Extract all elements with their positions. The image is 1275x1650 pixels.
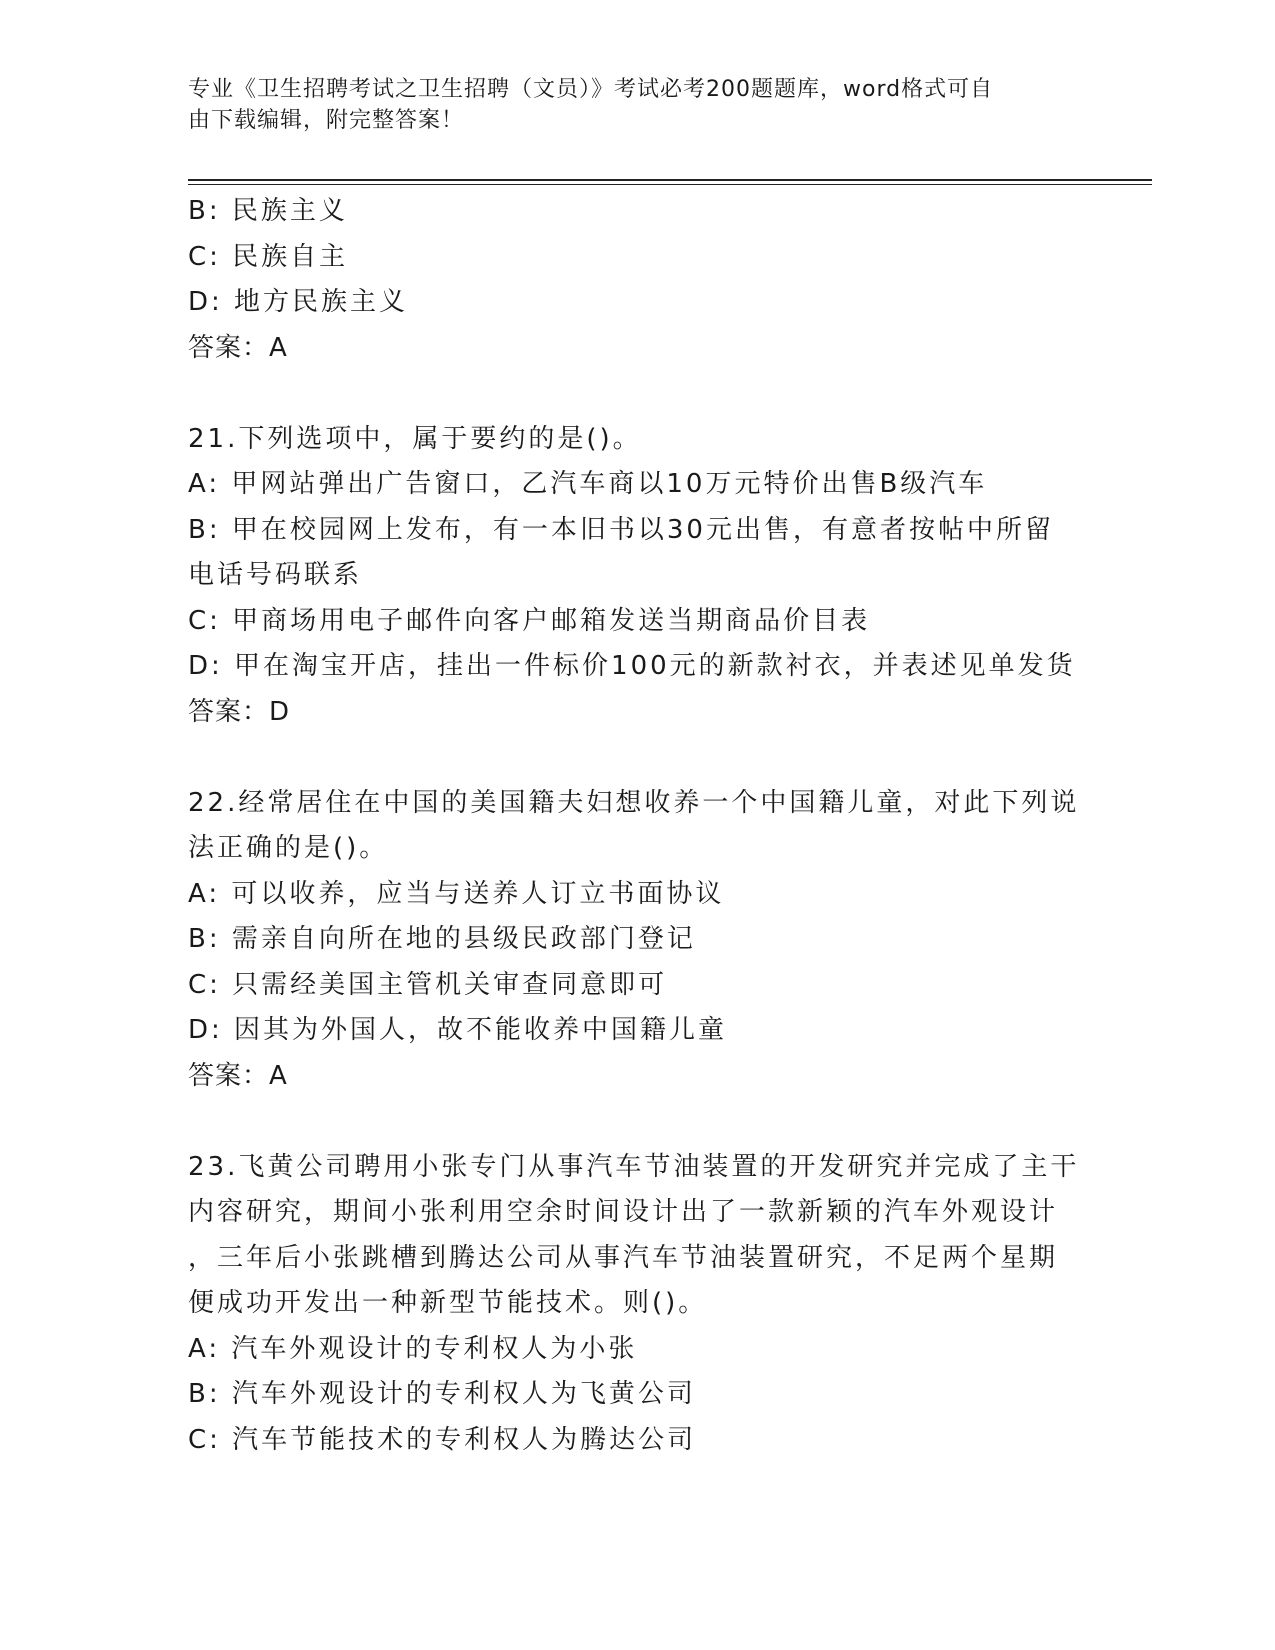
question-stem-continued: 内容研究，期间小张利用空余时间设计出了一款新颖的汽车外观设计 xyxy=(188,1197,1059,1227)
option-d: D: 因其为外国人，故不能收养中国籍儿童 xyxy=(188,1015,728,1045)
option-d: D: 地方民族主义 xyxy=(188,287,409,317)
question-stem-continued: ，三年后小张跳槽到腾达公司从事汽车节油装置研究，不足两个星期 xyxy=(188,1242,1059,1273)
header-title-line-1: 专业《卫生招聘考试之卫生招聘（文员）》考试必考200题题库，word格式可自 xyxy=(188,77,994,102)
option-b-continued: 电话号码联系 xyxy=(188,560,363,590)
question-22 xyxy=(188,781,1088,1100)
document-header xyxy=(188,74,1088,136)
header-divider-thick xyxy=(188,179,1152,181)
answer-label: 答案：A xyxy=(188,332,288,363)
option-b: B: 甲在校园网上发布，有一本旧书以30元出售，有意者按帖中所留 xyxy=(188,514,1054,545)
question-list xyxy=(188,189,1088,1463)
header-divider-thin xyxy=(188,184,1152,185)
option-c: C: 甲商场用电子邮件向客户邮箱发送当期商品价目表 xyxy=(188,605,871,636)
question-stem: 22.经常居住在中国的美国籍夫妇想收养一个中国籍儿童，对此下列说 xyxy=(188,787,1080,818)
question-spacer xyxy=(188,371,1088,417)
question-20 xyxy=(188,189,1088,371)
answer-label: 答案：D xyxy=(188,696,291,727)
question-stem: 23.飞黄公司聘用小张专门从事汽车节油装置的开发研究并完成了主干 xyxy=(188,1151,1080,1182)
option-c: C: 民族自主 xyxy=(188,241,349,272)
option-a: A: 甲网站弹出广告窗口，乙汽车商以10万元特价出售B级汽车 xyxy=(188,469,988,499)
option-a: A: 可以收养，应当与送养人订立书面协议 xyxy=(188,878,725,909)
question-stem-continued: 便成功开发出一种新型节能技术。则()。 xyxy=(188,1288,708,1318)
question-stem: 21.下列选项中，属于要约的是()。 xyxy=(188,423,642,454)
option-b: B: 民族主义 xyxy=(188,196,348,226)
option-c: C: 汽车节能技术的专利权人为腾达公司 xyxy=(188,1424,697,1455)
option-b: B: 汽车外观设计的专利权人为飞黄公司 xyxy=(188,1379,696,1409)
question-23 xyxy=(188,1145,1088,1464)
question-spacer xyxy=(188,735,1088,781)
option-d: D: 甲在淘宝开店，挂出一件标价100元的新款衬衣，并表述见单发货 xyxy=(188,651,1076,681)
answer-label: 答案：A xyxy=(188,1060,288,1091)
question-21 xyxy=(188,417,1088,736)
option-b: B: 需亲自向所在地的县级民政部门登记 xyxy=(188,924,696,954)
question-spacer xyxy=(188,1099,1088,1145)
option-c: C: 只需经美国主管机关审查同意即可 xyxy=(188,969,668,1000)
header-title-line-2: 由下载编辑，附完整答案！ xyxy=(188,108,465,133)
option-a: A: 汽车外观设计的专利权人为小张 xyxy=(188,1333,638,1364)
question-stem-continued: 法正确的是()。 xyxy=(188,833,389,863)
